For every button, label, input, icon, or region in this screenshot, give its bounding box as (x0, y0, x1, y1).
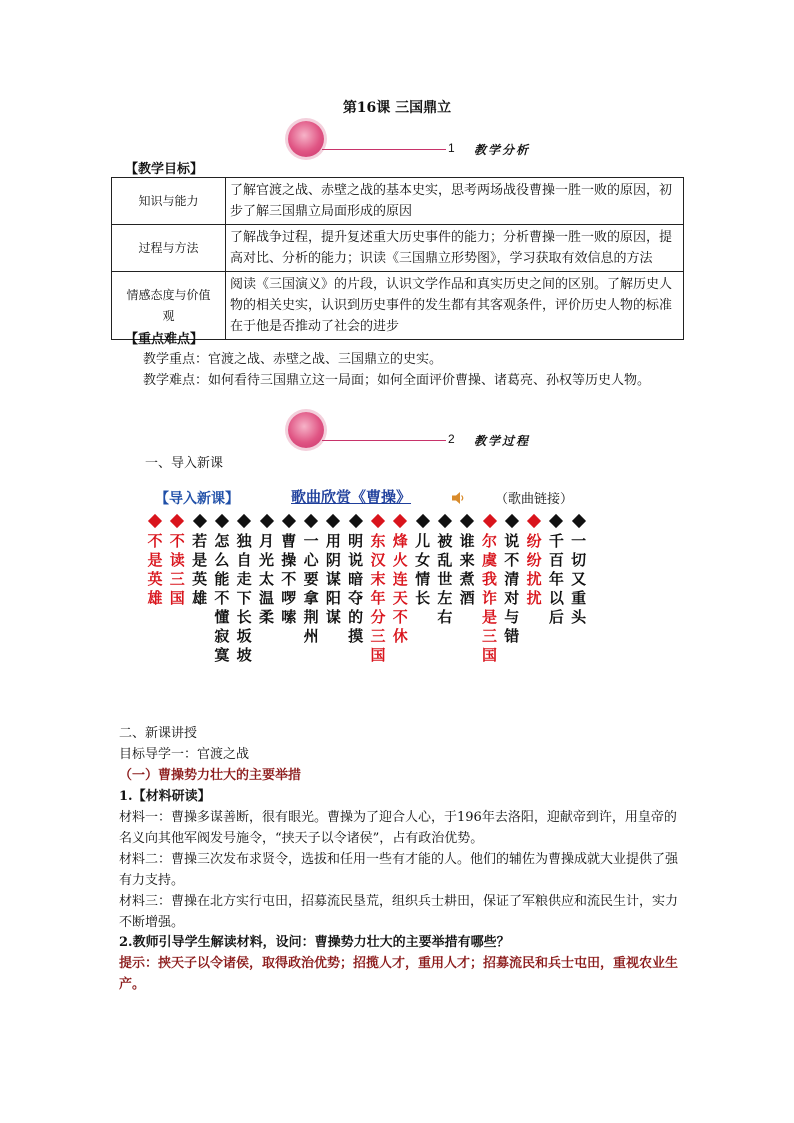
lyric-column (501, 513, 523, 646)
section-label: 教学分析 (474, 143, 531, 157)
diamond-icon (393, 514, 407, 528)
diamond-icon (527, 514, 541, 528)
lyric-column (523, 513, 545, 608)
lyric-line: 东 汉 末 年 分 三 国 (370, 532, 386, 664)
diamond-icon (416, 514, 430, 528)
diamond-icon (215, 514, 229, 528)
lyric-column (256, 513, 278, 627)
diamond-icon (304, 514, 318, 528)
lyric-column (211, 513, 233, 665)
goals-heading: 【教学目标】 (125, 162, 204, 177)
diamond-icon (282, 514, 296, 528)
goal-label: 知识与能力 (112, 178, 226, 225)
lyric-column (412, 513, 434, 608)
diamond-icon (170, 514, 184, 528)
target-heading: 目标导学一：官渡之战 (119, 747, 250, 762)
section-divider-line (322, 440, 446, 441)
lyric-line: 烽 火 连 天 不 休 (392, 532, 408, 645)
material-two: 材料二：曹操三次发布求贤令，选拔和任用一些有才能的人。他们的辅佐为曹操成就大业提供了强有力支持。 (119, 852, 679, 888)
lyric-line: 怎 么 能 不 懂 寂 寞 (214, 532, 230, 664)
pink-circle-icon (288, 412, 324, 448)
lyric-line: 儿 女 情 长 (415, 532, 431, 607)
song-link[interactable]: 歌曲欣赏《曹操》 (291, 488, 412, 506)
lesson-title: 第16课 三国鼎立 (342, 100, 452, 116)
diamond-icon (371, 514, 385, 528)
lyric-column (367, 513, 389, 665)
section-label: 教学过程 (474, 434, 531, 448)
lyric-column (300, 513, 322, 646)
lyric-line: 纷 纷 扰 扰 (526, 532, 542, 607)
lyric-line: 若 是 英 雄 (192, 532, 208, 607)
lyric-column (144, 513, 166, 608)
lyric-line: 被 乱 世 左 右 (437, 532, 453, 626)
goal-text: 阅读《三国演义》的片段，认识文学作品和真实历史之间的区别。了解历史人物的相关史实，认识到历史事件的发生都有其客观条件，评价历史人物的标准在于他是否推动了社会的进步 (226, 272, 684, 340)
lyric-column (389, 513, 411, 646)
diamond-icon (438, 514, 452, 528)
key-point: 教学重点：官渡之战、赤壁之战、三国鼎立的史实。 (143, 352, 443, 367)
diamond-icon (482, 514, 496, 528)
lyric-column (322, 513, 344, 627)
lyric-column (189, 513, 211, 608)
lyric-line: 说 不 清 对 与 错 (504, 532, 520, 645)
teaching-goals-table (111, 177, 684, 340)
lyric-line: 独 自 走 下 长 坂 坡 (236, 532, 252, 664)
song-link-note: （歌曲链接） (495, 492, 574, 507)
lyric-line: 曹 操 不 啰 嗦 (281, 532, 297, 626)
lyric-line: 千 百 年 以 后 (548, 532, 564, 626)
diamond-icon (460, 514, 474, 528)
lyric-line: 谁 来 煮 酒 (459, 532, 475, 607)
lyric-line: 不 是 英 雄 (147, 532, 163, 607)
diamond-icon (572, 514, 586, 528)
lyric-column (278, 513, 300, 627)
difficult-point: 教学难点：如何看待三国鼎立这一局面；如何全面评价曹操、诸葛亮、孙权等历史人物。 (143, 373, 651, 388)
diamond-icon (148, 514, 162, 528)
table-row (112, 225, 684, 272)
lyric-column (233, 513, 255, 665)
goal-label: 情感态度与价值观 (112, 272, 226, 340)
pink-circle-icon (288, 121, 324, 157)
lyric-column (568, 513, 590, 627)
lyric-column (166, 513, 188, 608)
lyric-line: 月 光 太 温 柔 (258, 532, 274, 626)
material-one: 材料一：曹操多谋善断，很有眼光。曹操为了迎合人心，于196年去洛阳，迎献帝到许，用皇帝的名义向其他军阀发号施令，“挟天子以令诸侯”，占有政治优势。 (119, 810, 677, 846)
lyric-column (479, 513, 501, 665)
diamond-icon (349, 514, 363, 528)
diamond-icon (326, 514, 340, 528)
lyric-line: 不 读 三 国 (169, 532, 185, 607)
lyric-column (345, 513, 367, 646)
lyric-column (456, 513, 478, 608)
diamond-icon (193, 514, 207, 528)
diamond-icon (259, 514, 273, 528)
lyric-line: 一 切 又 重 头 (571, 532, 587, 626)
new-lesson-heading: 二、新课讲授 (119, 726, 198, 741)
intro-heading: 一、导入新课 (145, 456, 224, 471)
lyric-column (434, 513, 456, 627)
lyric-line: 一 心 要 拿 荆 州 (303, 532, 319, 645)
lyric-line: 尔 虞 我 诈 是 三 国 (481, 532, 497, 664)
lyric-line: 用 阴 谋 阳 谋 (325, 532, 341, 626)
guiding-question: 2.教师引导学生解读材料，设问：曹操势力壮大的主要举措有哪些？ (119, 935, 510, 950)
banner-tag: 【导入新课】 (155, 491, 239, 507)
section-number: 1 (448, 141, 455, 155)
goal-text: 了解官渡之战、赤壁之战的基本史实，思考两场战役曹操一胜一败的原因，初步了解三国鼎立局面形成的原因 (226, 178, 684, 225)
goal-label: 过程与方法 (112, 225, 226, 272)
answer-hint: 提示：挟天子以令诸侯，取得政治优势；招揽人才，重用人才；招募流民和兵士屯田，重视农业生产。 (119, 956, 679, 992)
section-divider-line (322, 149, 446, 150)
speaker-icon[interactable] (451, 491, 465, 505)
material-three: 材料三：曹操在北方实行屯田，招募流民垦荒，组织兵士耕田，保证了军粮供应和流民生计，实力不断增强。 (119, 894, 679, 930)
goal-text: 了解战争过程，提升复述重大历史事件的能力；分析曹操一胜一败的原因，提高对比、分析的能力；识读《三国鼎立形势图》，学习获取有效信息的方法 (226, 225, 684, 272)
lyric-line: 明 说 暗 夺 的 摸 (348, 532, 364, 645)
key-points-heading: 【重点难点】 (125, 332, 204, 347)
section-number: 2 (448, 432, 455, 446)
diamond-icon (505, 514, 519, 528)
diamond-icon (549, 514, 563, 528)
song-banner (155, 486, 605, 510)
subsection-heading: （一）曹操势力壮大的主要举措 (119, 768, 302, 783)
diamond-icon (237, 514, 251, 528)
lyric-column (545, 513, 567, 627)
table-row (112, 178, 684, 225)
material-heading: 1.【材料研读】 (119, 789, 211, 804)
